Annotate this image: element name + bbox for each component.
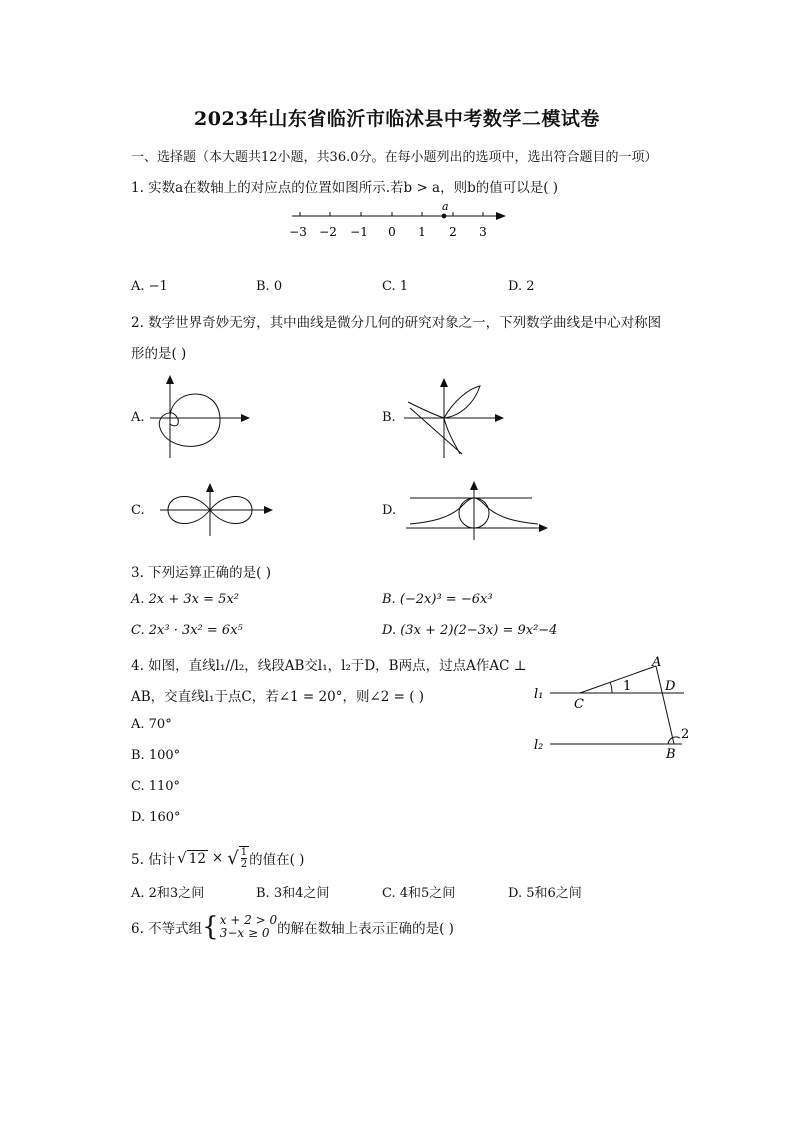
label-l2: l₂	[534, 738, 544, 753]
times-sign: ×	[211, 850, 224, 866]
q1-option-c: C. 1	[382, 279, 409, 294]
sqrt-symbol-2: √	[227, 847, 239, 869]
tick-label: −1	[350, 225, 368, 239]
q4-option-a: A. 70°	[131, 717, 172, 732]
section-heading: 一、选择题（本大题共12小题，共36.0分。在每小题列出的选项中，选出符合题目的一项）	[131, 150, 658, 165]
question-6-stem	[131, 914, 454, 940]
q3-option-a: A. 2x + 3x = 5x²	[131, 592, 239, 607]
tick-label: −3	[289, 225, 307, 239]
q5-suffix: 的值在( )	[249, 852, 305, 868]
fraction-numerator: 1	[240, 847, 248, 858]
tick-label: 3	[479, 225, 487, 239]
q5-option-a: A. 2和3之间	[131, 886, 205, 901]
inequality-system	[220, 914, 277, 940]
question-2-stem-line1: 2. 数学世界奇妙无穷，其中曲线是微分几何的研究对象之一，下列数学曲线是中心对称图	[131, 315, 662, 331]
q3-option-b: B. (−2x)³ = −6x³	[382, 592, 493, 607]
curve-figure-a	[148, 372, 252, 462]
q6-prefix: 6. 不等式组	[131, 921, 203, 937]
point-a	[442, 214, 447, 219]
q5-option-d: D. 5和6之间	[508, 886, 582, 901]
question-2-stem-line2: 形的是( )	[131, 346, 187, 362]
inequality-1: x + 2 > 0	[219, 913, 278, 927]
question-4-stem-line1: 4. 如图，直线l₁//l₂，线段AB交l₁，l₂于D，B两点，过点A作AC ⊥	[131, 658, 527, 674]
question-1-stem: 1. 实数a在数轴上的对应点的位置如图所示.若b > a，则b的值可以是( )	[131, 180, 559, 196]
q3-option-c: C. 2x³ · 3x² = 6x⁵	[131, 623, 243, 638]
q1-option-b: B. 0	[256, 279, 283, 294]
label-l1: l₁	[534, 687, 544, 702]
q3-option-d: D. (3x + 2)(2−3x) = 9x²−4	[382, 623, 558, 638]
tick-label: −2	[319, 225, 337, 239]
curve-figure-d	[404, 478, 552, 544]
fraction-denominator: 2	[240, 859, 248, 870]
q2-label-c: C.	[131, 503, 145, 518]
fraction	[239, 846, 249, 870]
tick-label: 0	[388, 225, 396, 239]
q5-option-b: B. 3和4之间	[256, 886, 330, 901]
label-angle-2: 2	[681, 727, 690, 742]
question-5-stem	[131, 846, 304, 870]
q4-option-c: C. 110°	[131, 779, 181, 794]
q6-suffix: 的解在数轴上表示正确的是( )	[277, 921, 454, 937]
brace: {	[202, 912, 219, 942]
q4-option-d: D. 160°	[131, 810, 181, 825]
label-angle-1: 1	[623, 679, 632, 694]
inequality-2: 3−x ≥ 0	[219, 926, 270, 940]
label-a: A	[652, 655, 662, 670]
q2-label-d: D.	[382, 503, 397, 518]
label-b: B	[666, 747, 676, 762]
geometry-figure	[530, 652, 700, 764]
q4-option-b: B. 100°	[131, 748, 181, 763]
label-c: C	[574, 697, 584, 712]
label-d: D	[665, 679, 676, 694]
number-line-figure	[282, 198, 512, 246]
point-a-label: a	[442, 200, 449, 213]
question-4-stem-line2: AB，交直线l₁于点C，若∠1 = 20°，则∠2 = ( )	[131, 689, 425, 705]
q2-label-b: B.	[382, 410, 396, 425]
tick-label: 1	[418, 225, 426, 239]
sqrt-symbol: √	[177, 849, 187, 867]
q2-label-a: A.	[131, 410, 145, 425]
page-title: 2023年山东省临沂市临沭县中考数学二模试卷	[194, 108, 600, 130]
curve-figure-b	[402, 372, 506, 462]
q5-option-c: C. 4和5之间	[382, 886, 456, 901]
q5-prefix: 5. 估计	[131, 852, 176, 868]
sqrt-radicand: 12	[188, 850, 206, 867]
tick-label: 2	[449, 225, 457, 239]
question-3-stem: 3. 下列运算正确的是( )	[131, 565, 271, 581]
curve-figure-c	[158, 480, 276, 540]
q1-option-d: D. 2	[508, 279, 535, 294]
q1-option-a: A. −1	[131, 279, 168, 294]
